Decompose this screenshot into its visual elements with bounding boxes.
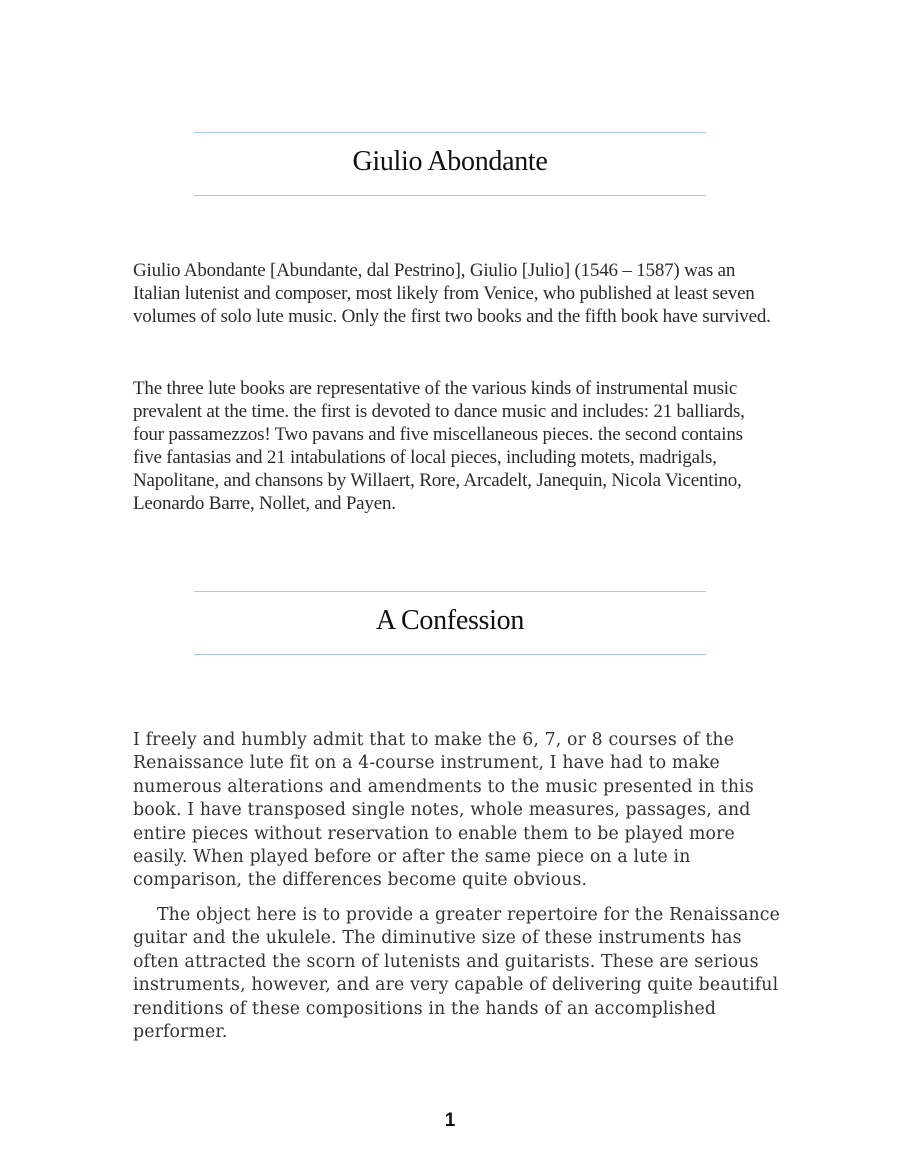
bio-paragraph-1: Giulio Abondante [Abundante, dal Pestrino], Giulio [Julio] (1546 – 1587) was an Italian lutenist and composer, most likely from Venice, who published at least seven volumes of solo lute music. Only the first two books and the fifth book have survived. — [133, 260, 771, 327]
heading-rule-top — [194, 591, 706, 592]
heading-rule-bottom — [194, 195, 706, 196]
section-title-abondante: Giulio Abondante — [352, 146, 548, 177]
heading-rule-bottom — [194, 654, 706, 655]
section-title-confession: A Confession — [375, 605, 525, 636]
bio-paragraph-2: The three lute books are representative of the various kinds of instrumental music prevalent at the time. the first is devoted to dance music and includes: 21 balliards, four passamezzos! Two pavans and five miscellaneous pieces. the second contains five fantasias and 21 intabulations of local pieces, including motets, madrigals, Napolitane, and chansons by Willaert, Rore, Arcadelt, Janequin, Nicola Vicentino, Leonardo Barre, Nollet, and Payen. — [133, 378, 745, 514]
heading-rule-top — [194, 132, 706, 133]
page-number: 1 — [444, 1110, 456, 1131]
confession-paragraph-2: The object here is to provide a greater repertoire for the Renaissance guitar and the ukulele. The diminutive size of these instruments has often attracted the scorn of lutenists and guitarists. These are serious instruments, however, and are very capable of delivering quite beautiful renditions of these compositions in the hands of an accomplished performer. — [133, 905, 781, 1043]
confession-paragraph-1: I freely and humbly admit that to make the 6, 7, or 8 courses of the Renaissance lute fit on a 4-course instrument, I have had to make numerous alterations and amendments to the music presented in this book. I have transposed single notes, whole measures, passages, and entire pieces without reservation to enable them to be played more easily. When played before or after the same piece on a lute in comparison, the differences become quite obvious. — [133, 730, 754, 891]
